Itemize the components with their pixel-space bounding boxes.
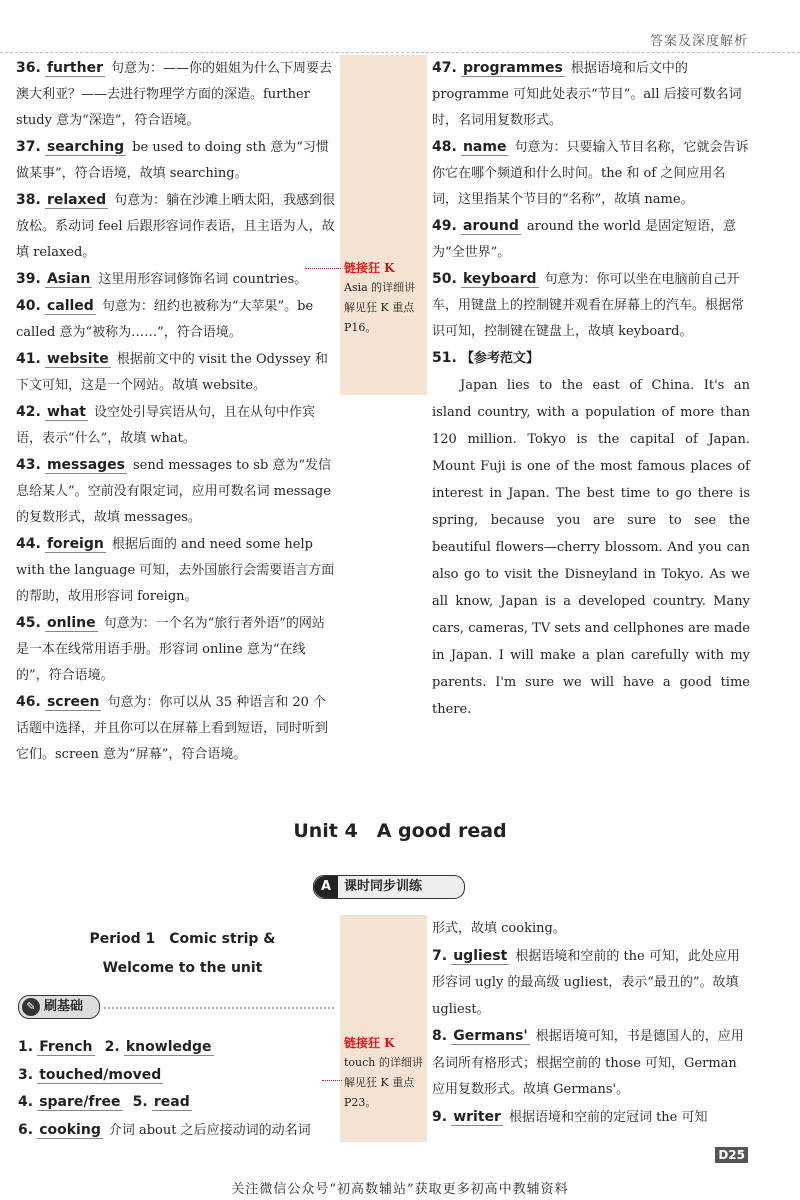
item-number: 43. <box>16 457 41 473</box>
item-number: 37. <box>16 139 41 155</box>
item-number: 49. <box>432 218 457 234</box>
right-answer-column <box>432 55 750 723</box>
answer-word: relaxed <box>46 192 107 208</box>
item-number: 42. <box>16 404 41 420</box>
basic-row-2 <box>18 1062 338 1090</box>
item-number: 47. <box>432 60 457 76</box>
item-number: 9. <box>432 1108 448 1125</box>
answer-word: writer <box>453 1108 501 1125</box>
item-number: 38. <box>16 192 41 208</box>
explanation-text: 这里用形容词修饰名词 countries。 <box>98 272 308 287</box>
answer-word: called <box>46 298 94 314</box>
item-number: 5. <box>132 1094 148 1110</box>
item-number: 48. <box>432 139 457 155</box>
section-badge <box>313 875 465 899</box>
answer-item-9 <box>432 1104 750 1132</box>
answer-word: Germans' <box>453 1028 528 1044</box>
answer-item-37 <box>16 134 336 187</box>
answer-item-42 <box>16 399 336 452</box>
answer-word: keyboard <box>462 271 537 287</box>
item-number: 41. <box>16 351 41 367</box>
item-number: 45. <box>16 615 41 631</box>
left-answer-column <box>16 55 336 768</box>
answer-word: screen <box>46 694 100 710</box>
side-note-title: 链接狂 K <box>344 1036 395 1050</box>
answer-item-36 <box>16 55 336 134</box>
side-note-text: Asia 的详细讲解见狂 K 重点 P16。 <box>344 281 416 334</box>
explanation-text: send messages to sb 意为“发信息给某人”。空前没有限定词，应用可数名词 message 的复数形式，故填 messages。 <box>16 458 332 525</box>
answer-item-8 <box>432 1023 750 1104</box>
essay-text: Japan lies to the east of China. It's an island country, with a population of more than 120 million. Tokyo is the capital of Japan. Mount Fuji is one of the most famous places of interest in Japan. The best time to go there is spring, because you are sure to see the beautiful flowers—cherry blossom. And you can also go to visit the Disneyland in Tokyo. As we all know, Japan is a developed country. Many cars, cameras, TV sets and cellphones are made in Japan. I will make a plan carefully with my parents. I'm sure we will have a good time there. <box>432 378 750 717</box>
explanation-text: 根据语境和空前的 the 可知，此处应用形容词 ugly 的最高级 ugliest，表示“最丑的”。故填 ugliest。 <box>432 948 740 1017</box>
item-number: 6. <box>18 1121 34 1138</box>
badge-letter: A <box>314 876 338 898</box>
item-number: 2. <box>104 1039 120 1055</box>
pencil-icon: ✎ <box>22 998 40 1016</box>
answer-word: Asian <box>46 271 91 287</box>
item-number: 4. <box>18 1094 34 1110</box>
explanation-text: 句意为：——你的姐姐为什么下周要去澳大利亚？——去进行物理学方面的深造。further study 意为“深造”，符合语境。 <box>16 61 332 128</box>
answer-word: around <box>462 218 519 234</box>
answer-item-44 <box>16 531 336 610</box>
item-number: 44. <box>16 536 41 552</box>
essay-heading <box>432 345 750 372</box>
item-number: 3. <box>18 1066 34 1083</box>
answer-word: foreign <box>46 536 104 552</box>
side-note-title: 链接狂 K <box>344 261 395 275</box>
page-number: D25 <box>715 1147 748 1163</box>
answer-item-49 <box>432 213 750 266</box>
basic-answers <box>18 1034 338 1144</box>
answer-word: searching <box>46 139 125 155</box>
period-line-1: Period 1 Comic strip & <box>89 931 276 947</box>
running-header: 答案及深度解析 <box>649 34 748 49</box>
explanation-text: 句意为：只要输入节目名称，它就会告诉你它在哪个频道和什么时间。the 和 of 之间应用名词，这里指某个节目的“名称”，故填 name。 <box>432 140 749 207</box>
explanation-text: 根据语境和后文中的 programme 可知此处表示“节目”。all 后接可数名词时，名词用复数形式。 <box>432 61 742 128</box>
item-number: 7. <box>432 947 448 964</box>
answer-item-41 <box>16 346 336 399</box>
model-essay <box>432 372 750 723</box>
basic-row-4 <box>18 1117 338 1145</box>
item-number: 50. <box>432 271 457 287</box>
basics-tag <box>18 995 100 1019</box>
explanation-text: around the world 是固定短语，意为“全世界”。 <box>432 219 737 260</box>
side-note-touch <box>344 1033 424 1113</box>
answer-item-47 <box>432 55 750 134</box>
answer-item-43 <box>16 452 336 531</box>
explanation-text: 句意为：你可以坐在电脑前自己开车，用键盘上的控制键并观看在屏幕上的汽车。根据常识可知，控制键在键盘上，故填 keyboard。 <box>432 272 745 339</box>
answer-item-48 <box>432 134 750 213</box>
answer-item-39 <box>16 266 336 293</box>
item-number: 51. <box>432 350 457 366</box>
answer-item-38 <box>16 187 336 266</box>
answer-item-46 <box>16 689 336 768</box>
explanation-text: 句意为：一个名为“旅行者外语”的网站是一本在线常用语手册。形容词 online 意为“在线的”，符合语境。 <box>16 616 325 683</box>
answer-item-40 <box>16 293 336 346</box>
basic-row-3 <box>18 1089 338 1117</box>
item-number: 46. <box>16 694 41 710</box>
answer-word: ugliest <box>453 947 508 964</box>
item-number: 36. <box>16 60 41 76</box>
explanation-text: 根据后面的 and need some help with the language 可知，去外国旅行会需要语言方面的帮助，故用形容词 foreign。 <box>16 537 335 604</box>
item-number: 8. <box>432 1028 448 1044</box>
explanation-text: 句意为：你可以从 35 种语言和 20 个话题中选择，并且你可以在屏幕上看到短语，同时听到它们。screen 意为“屏幕”，符合语境。 <box>16 695 329 762</box>
dotted-divider <box>104 1007 334 1009</box>
answer-word: what <box>46 404 86 420</box>
continued-text: 形式，故填 cooking。 <box>432 921 566 936</box>
explanation-text: 根据前文中的 visit the Odyssey 和下文可知，这是一个网站。故填 website。 <box>16 352 328 393</box>
explanation-text: 设空处引导宾语从句，且在从句中作宾语，表示“什么”，故填 what。 <box>16 405 316 446</box>
answer-word: name <box>462 139 507 155</box>
answer-word: further <box>46 60 103 76</box>
answer-word: knowledge <box>125 1039 212 1055</box>
side-note-asia <box>344 258 424 338</box>
explanation-text: 句意为：纽约也被称为“大苹果”。be called 意为“被称为……”，符合语境。 <box>16 299 314 340</box>
header-divider <box>0 52 800 53</box>
footer-note: 关注微信公众号“初高数辅站”获取更多初高中教辅资料 <box>231 1182 569 1197</box>
answer-word: website <box>46 351 109 367</box>
answer-word: online <box>46 615 96 631</box>
answer-item-50 <box>432 266 750 345</box>
side-note-text: touch 的详细讲解见狂 K 重点 P23。 <box>344 1056 423 1109</box>
unit-title: Unit 4 A good read <box>293 820 507 842</box>
essay-title: 【参考范文】 <box>460 351 539 366</box>
answer-word: cooking <box>39 1121 101 1138</box>
item-number: 1. <box>18 1039 34 1055</box>
side-strip-top <box>340 55 427 395</box>
answer-word: touched/moved <box>39 1066 162 1083</box>
answer-word: spare/free <box>39 1094 121 1110</box>
basic-row-1 <box>18 1034 338 1062</box>
item-number: 40. <box>16 298 41 314</box>
answer-word: read <box>153 1094 190 1110</box>
explanation-text: 根据语境和空前的定冠词 the 可知 <box>508 1109 708 1125</box>
answer-word: French <box>39 1039 93 1055</box>
badge-text: 课时同步训练 <box>344 879 423 894</box>
item-number: 39. <box>16 271 41 287</box>
explanation-text: be used to doing sth 意为“习惯做某事”，符合语境，故填 searching。 <box>16 140 329 181</box>
period-title <box>80 925 285 983</box>
explanation-text: 介词 about 之后应接动词的动名词 <box>108 1122 311 1138</box>
answer-item-45 <box>16 610 336 689</box>
answer-word: messages <box>46 457 125 473</box>
answer-word: programmes <box>462 60 563 76</box>
period-line-2: Welcome to the unit <box>102 960 263 976</box>
link-arrow <box>322 1080 342 1081</box>
link-arrow <box>305 268 341 269</box>
explanation-text: 句意为：躺在沙滩上晒太阳，我感到很放松。系动词 feel 后跟形容词作表语，且主语为人，故填 relaxed。 <box>16 193 336 260</box>
explanation-text: 根据语境可知，书是德国人的，应用名词所有格形式；根据空前的 those 可知，German 应用复数形式。故填 Germans'。 <box>432 1029 744 1097</box>
answer-item-7 <box>432 943 750 1024</box>
right-bottom-column <box>432 916 750 1131</box>
basics-label: 刷基础 <box>44 999 84 1014</box>
